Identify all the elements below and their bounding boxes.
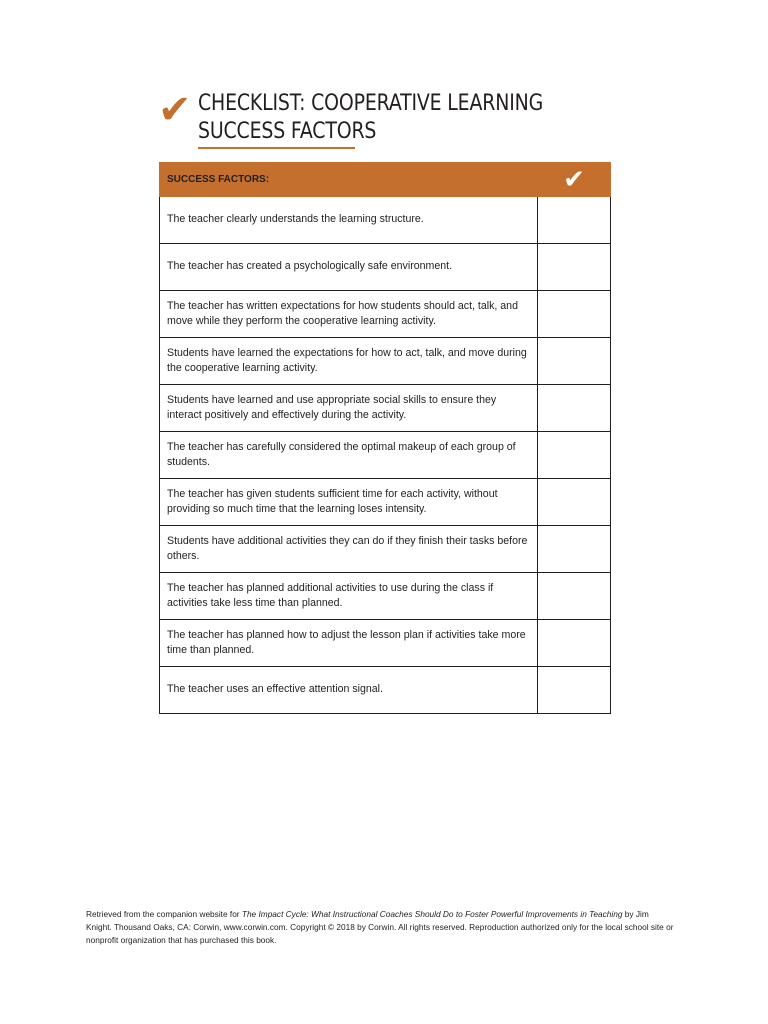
table-row <box>160 244 611 291</box>
success-factor-text: The teacher has carefully considered the optimal makeup of each group of students. <box>160 432 538 479</box>
checkbox-cell[interactable] <box>538 385 611 432</box>
success-factor-text: The teacher uses an effective attention signal. <box>160 667 538 714</box>
checkbox-cell[interactable] <box>538 573 611 620</box>
table-row <box>160 479 611 526</box>
table-row <box>160 667 611 714</box>
checkbox-cell[interactable] <box>538 432 611 479</box>
success-factor-text: Students have learned the expectations for how to act, talk, and move during the cooperative learning activity. <box>160 338 538 385</box>
success-factor-text: The teacher clearly understands the learning structure. <box>160 197 538 244</box>
checkbox-cell[interactable] <box>538 620 611 667</box>
checklist-table <box>159 162 611 714</box>
success-factor-text: The teacher has planned how to adjust the lesson plan if activities take more time than planned. <box>160 620 538 667</box>
table-row <box>160 338 611 385</box>
checkbox-cell[interactable] <box>538 667 611 714</box>
title-underline <box>198 147 355 149</box>
table-row <box>160 385 611 432</box>
table-row <box>160 526 611 573</box>
success-factor-text: The teacher has planned additional activities to use during the class if activities take less time than planned. <box>160 573 538 620</box>
table-row <box>160 197 611 244</box>
success-factor-text: Students have learned and use appropriate social skills to ensure they interact positively and effectively during the activity. <box>160 385 538 432</box>
checkbox-cell[interactable] <box>538 479 611 526</box>
page-title <box>198 90 559 146</box>
table-row <box>160 573 611 620</box>
footer-prefix: Retrieved from the companion website for <box>86 909 242 919</box>
checkbox-cell[interactable] <box>538 291 611 338</box>
checkmark-header-icon: ✔ <box>538 163 611 197</box>
page-title-line-2: SUCCESS FACTORS <box>198 119 377 144</box>
table-header-row <box>160 163 611 197</box>
success-factors-header: SUCCESS FACTORS: <box>160 163 538 197</box>
table-row <box>160 620 611 667</box>
checkbox-cell[interactable] <box>538 197 611 244</box>
success-factor-text: Students have additional activities they can do if they finish their tasks before others. <box>160 526 538 573</box>
checkbox-cell[interactable] <box>538 244 611 291</box>
footer-book-title: The Impact Cycle: What Instructional Coaches Should Do to Foster Powerful Improvements in Teaching <box>241 909 623 919</box>
checkbox-cell[interactable] <box>538 338 611 385</box>
table-row <box>160 291 611 338</box>
footer-credit <box>86 908 676 947</box>
table-row <box>160 432 611 479</box>
checkbox-cell[interactable] <box>538 526 611 573</box>
success-factor-text: The teacher has written expectations for how students should act, talk, and move while they perform the cooperative learning activity. <box>160 291 538 338</box>
footer-suffix: by Jim Knight. Thousand Oaks, CA: Corwin, www.corwin.com. Copyright © 2018 by Corwin. All rights reserved. Reproduction authorized only for the local school site or nonprofit organization that has purchased this book. <box>86 909 674 945</box>
success-factor-text: The teacher has given students sufficient time for each activity, without providing so much time that the learning loses intensity. <box>160 479 538 526</box>
success-factor-text: The teacher has created a psychologically safe environment. <box>160 244 538 291</box>
page-title-line-1: CHECKLIST: COOPERATIVE LEARNING <box>198 91 544 116</box>
checkmark-icon: ✔ <box>158 87 192 133</box>
